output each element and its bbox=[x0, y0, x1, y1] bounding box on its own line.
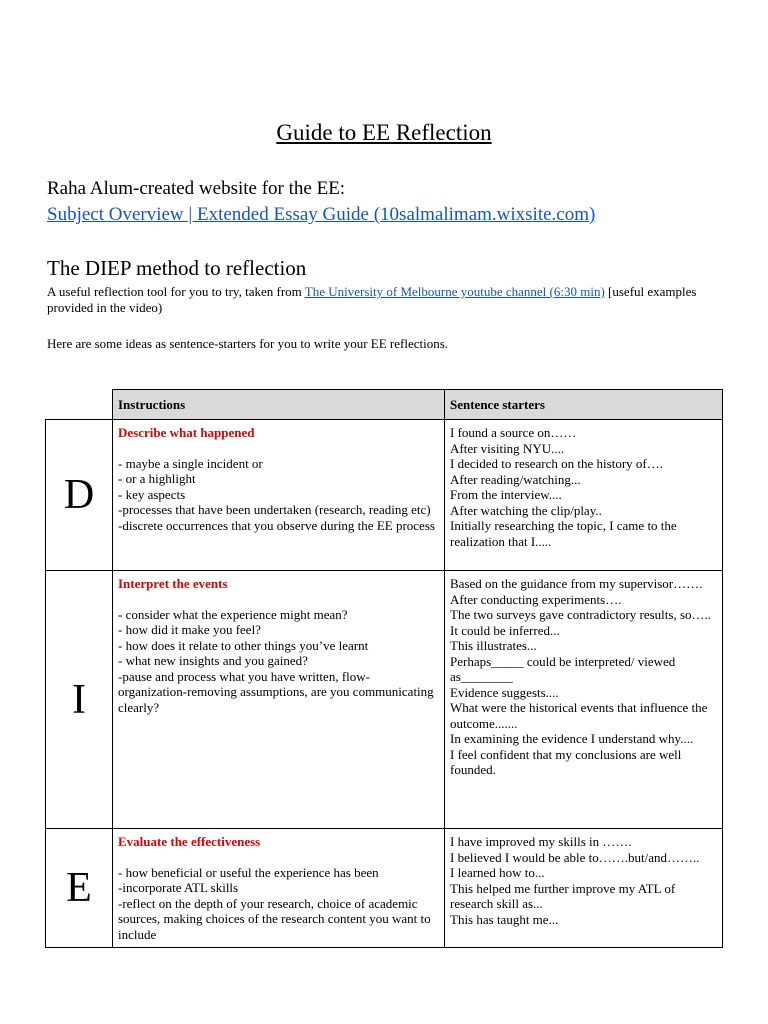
intro-suffix: [useful examples provided in the video) bbox=[47, 284, 697, 315]
instructions-cell bbox=[113, 571, 445, 829]
starters-cell bbox=[445, 420, 723, 571]
step-heading: Describe what happened bbox=[118, 425, 255, 440]
starter-item: I decided to research on the history of…. bbox=[450, 456, 663, 471]
starter-item: I feel confident that my conclusions are well founded. bbox=[450, 746, 682, 777]
instruction-item: - key aspects bbox=[118, 486, 186, 502]
table-row bbox=[46, 420, 723, 571]
document-title: Guide to EE Reflection bbox=[276, 120, 492, 145]
row-letter: I bbox=[46, 571, 113, 829]
starter-item: Perhaps_____ could be interpreted/ viewed as________ bbox=[450, 653, 676, 684]
instruction-item: - consider what the experience might mean? bbox=[118, 606, 348, 622]
starters-cell bbox=[445, 829, 723, 948]
starter-intro: Here are some ideas as sentence-starters for you to write your EE reflections. bbox=[47, 336, 449, 351]
starter-item: From the interview.... bbox=[450, 487, 562, 502]
method-heading: The DIEP method to reflection bbox=[47, 256, 307, 280]
instruction-item: - maybe a single incident or bbox=[118, 455, 263, 471]
website-label: Raha Alum-created website for the EE: bbox=[47, 178, 346, 199]
starter-item: It could be inferred... bbox=[450, 622, 560, 638]
instruction-item: - or a highlight bbox=[118, 471, 196, 486]
starter-item: After reading/watching... bbox=[450, 471, 581, 487]
instructions-cell bbox=[113, 420, 445, 571]
starter-item: I have improved my skills in ……. bbox=[450, 834, 632, 849]
starters-cell bbox=[445, 571, 723, 829]
starter-item: In examining the evidence I understand why.... bbox=[450, 731, 694, 746]
starter-item: After visiting NYU.... bbox=[450, 440, 565, 456]
instruction-item: - how beneficial or useful the experience has been bbox=[118, 864, 379, 880]
row-letter: D bbox=[46, 420, 113, 571]
instruction-item: - how does it relate to other things you’ve learnt bbox=[118, 637, 369, 653]
intro-paragraph bbox=[47, 284, 727, 316]
table-body bbox=[46, 420, 723, 948]
table-header-row bbox=[46, 390, 723, 420]
diep-table bbox=[45, 389, 723, 948]
header-instructions: Instructions bbox=[113, 390, 445, 420]
starter-item: This helped me further improve my ATL of research skill as... bbox=[450, 880, 676, 911]
starter-item: The two surveys gave contradictory results, so….. bbox=[450, 607, 712, 622]
header-blank-cell bbox=[46, 390, 113, 420]
starter-item: I learned how to... bbox=[450, 865, 545, 880]
starter-item: Based on the guidance from my supervisor……. bbox=[450, 576, 703, 591]
starter-item: I found a source on…… bbox=[450, 425, 577, 440]
instruction-item: - how did it make you feel? bbox=[118, 622, 261, 637]
intro-prefix: A useful reflection tool for you to try, taken from bbox=[47, 284, 305, 299]
instructions-cell bbox=[113, 829, 445, 948]
instruction-item: - what new insights and you gained? bbox=[118, 653, 308, 668]
row-letter: E bbox=[46, 829, 113, 948]
youtube-link[interactable]: The University of Melbourne youtube channel (6:30 min) bbox=[304, 284, 605, 299]
starter-item: Evidence suggests.... bbox=[450, 684, 559, 700]
instruction-item: -processes that have been undertaken (research, reading etc) bbox=[118, 502, 431, 517]
starter-item: After conducting experiments…. bbox=[450, 591, 622, 607]
table-row bbox=[46, 571, 723, 829]
instruction-item: -discrete occurrences that you observe during the EE process bbox=[118, 517, 435, 533]
step-heading: Interpret the events bbox=[118, 576, 228, 591]
starter-item: I believed I would be able to…….but/and…….. bbox=[450, 849, 700, 865]
header-sentence-starters: Sentence starters bbox=[445, 390, 723, 420]
starter-item: This has taught me... bbox=[450, 911, 559, 927]
step-heading: Evaluate the effectiveness bbox=[118, 834, 261, 849]
table-row bbox=[46, 829, 723, 948]
starter-item: What were the historical events that influence the outcome....... bbox=[450, 700, 708, 731]
starter-item: After watching the clip/play.. bbox=[450, 502, 602, 518]
starter-item: This illustrates... bbox=[450, 638, 537, 653]
instruction-item: -reflect on the depth of your research, choice of academic sources, making choices of the research content you want to include bbox=[118, 895, 431, 942]
instruction-item: -incorporate ATL skills bbox=[118, 880, 239, 895]
instruction-item: -pause and process what you have written, flow-organization-removing assumptions, are you communicating clearly? bbox=[118, 668, 434, 715]
website-line bbox=[47, 204, 595, 226]
starter-item: Initially researching the topic, I came to the realization that I..... bbox=[450, 518, 677, 549]
website-link[interactable]: Subject Overview | Extended Essay Guide (10salmalimam.wixsite.com) bbox=[47, 204, 596, 225]
